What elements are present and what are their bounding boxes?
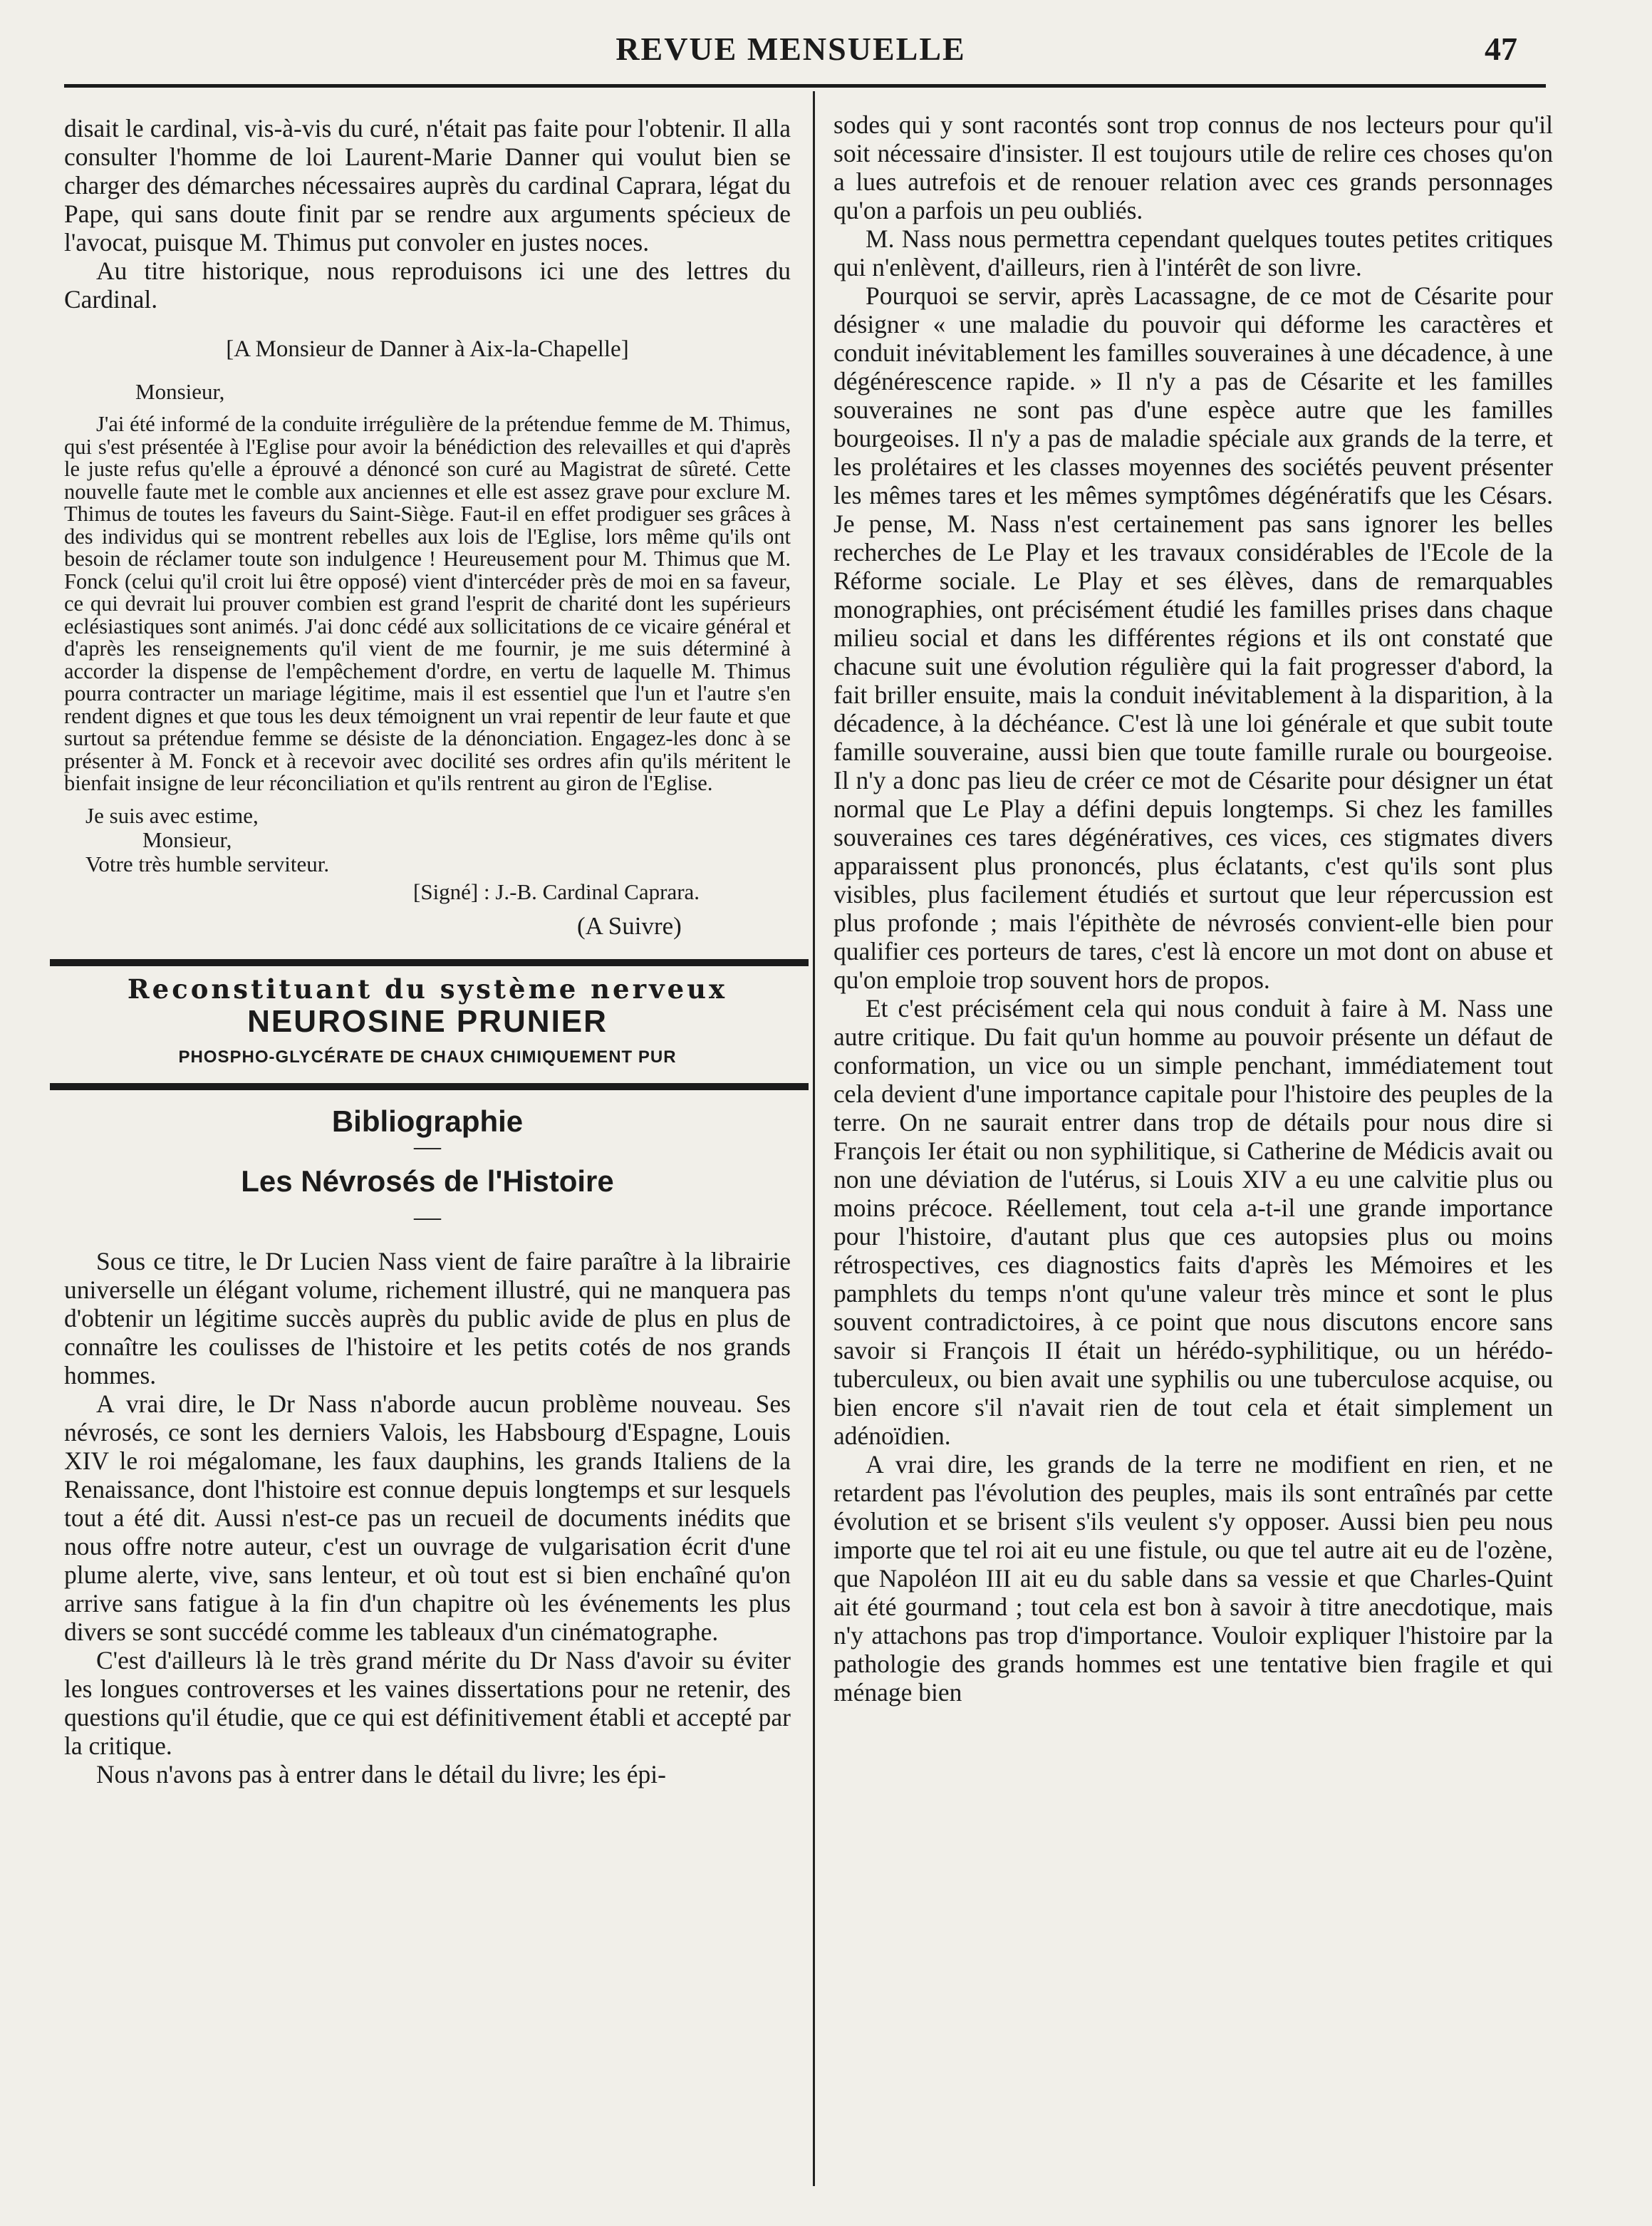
title-dash: — <box>414 1201 441 1232</box>
paragraph: Nous n'avons pas à entrer dans le détail du livre; les épi- <box>96 1759 666 1788</box>
running-title: REVUE MENSUELLE <box>615 31 966 67</box>
paragraph: C'est d'ailleurs là le très grand mérite du Dr Nass d'avoir su éviter les longues controverses et les vaines dissertations pour ne retenir, des questions qu'il étudie, que ce qui est définitivement établi et accepté par la critique. <box>64 1645 791 1760</box>
advert-product-name: NEUROSINE PRUNIER <box>247 1003 608 1039</box>
paragraph: sodes qui y sont racontés sont trop connus de nos lecteurs pour qu'il soit nécessaire d'insister. Il est toujours utile de relire ces choses qu'on a lues autrefois et de renouer relation avec ces grands personnages qu'on a parfois un peu oubliés. <box>833 110 1553 224</box>
section-title: Bibliographie <box>331 1104 524 1138</box>
paragraph: Sous ce titre, le Dr Lucien Nass vient de faire paraître à la librairie universelle un élégant volume, richement illustré, qui ne manquera pas d'obtenir un légitime succès auprès du public avide de plus en plus de connaître les coulisses de l'histoire et les petits cotés de nos grands hommes. <box>64 1246 791 1389</box>
letter-salutation: Monsieur, <box>135 379 225 404</box>
advert-rule-top <box>50 959 809 966</box>
article-title: Les Névrosés de l'Histoire <box>241 1164 614 1198</box>
paragraph: Pourquoi se servir, après Lacassagne, de ce mot de Césarite pour désigner « une maladie du pouvoir qui déforme les caractères et conduit inévitablement les familles souveraines à une décadence, à une dégénérescence rapide. » Il n'y a pas de Césarite et les familles souveraines ne sont pas d'une espèce autre que les familles bourgeoises. Il n'y a pas de maladie spéciale aux grands de la terre, et les prolétaires et les classes moyennes des sociétés peuvent présenter les mêmes tares et les mêmes symptômes dégénératifs que les Césars. Je pense, M. Nass n'est certainement pas sans ignorer les belles recherches de Le Play et les travaux considérables de l'Ecole de la Réforme sociale. Le Play et ses élèves, dans de remarquables monographies, ont précisément étudié les familles prises dans chaque milieu social et dans les différentes régions et ils ont constaté que chacune suit une évolution régulière qui la fait progresser d'abord, la fait briller ensuite, mais la conduit inévitablement à la disparition, à la décadence, à la déchéance. C'est là une loi générale et que subit toute famille souveraine, aussi bien que toute famille rurale ou bourgeoise. Il n'y a donc pas lieu de créer ce mot de Césarite pour désigner un état normal que Le Play a défini depuis longtemps. Si chez les familles souveraines ces tares dégénératives, ces vices, ces stigmates divers apparaissent plus prononcés, plus éclatants, c'est qu'ils sont plus visibles, plus facilement étudiés et surtout que leur répercussion est plus profonde ; mais l'épithète de névrosés convient-elle bien pour qualifier ces porteurs de tares, c'est là encore un mot dont on abuse et qu'on emploie trop souvent hors de propos. <box>833 281 1553 994</box>
title-dash: — <box>414 1131 441 1161</box>
paragraph: A vrai dire, le Dr Nass n'aborde aucun problème nouveau. Ses névrosés, ce sont les derniers Valois, les Habsbourg d'Espagne, Louis XIV le roi mégalomane, les faux dauphins, les grands Italiens de la Renaissance, dont l'histoire est connue depuis longtemps et sur lesquels tout a été dit. Aussi n'est-ce pas un recueil de documents inédits que nous offre notre auteur, c'est un ouvrage de vulgarisation écrit d'une plume alerte, vive, sans lenteur, et où tout est si bien enchaîné qu'on arrive sans fatigue à la fin d'un chapitre où les événements les plus divers se sont succédé comme les tableaux d'un cinématographe. <box>64 1389 791 1646</box>
paragraph: M. Nass nous permettra cependant quelques toutes petites critiques qui n'enlèvent, d'ailleurs, rien à l'intérêt de son livre. <box>833 224 1553 281</box>
letter-heading: [A Monsieur de Danner à Aix-la-Chapelle] <box>226 336 629 362</box>
paragraph: A vrai dire, les grands de la terre ne modifient en rien, et ne retardent pas l'évolution des peuples, mais ils sont entraînés par cette évolution et se brisent s'ils veulent s'y opposer. Aussi bien peu nous importe que tel roi ait eu une fistule, ou que tel autre ait eu de l'ozène, que Napoléon III ait eu du sable dans sa vessie et que Charles-Quint ait été gourmand ; tout cela est bon à savoir à titre anecdotique, mais n'y attachons pas trop d'importance. Vouloir expliquer l'histoire par la pathologie des grands hommes est une tentative bien fragile et qui ménage bien <box>833 1450 1553 1707</box>
paragraph: disait le cardinal, vis-à-vis du curé, n'était pas faite pour l'obtenir. Il alla consulter l'homme de loi Laurent-Marie Danner qui voulut bien se charger des démarches nécessaires auprès du cardinal Caprara, légat du Pape, qui sans doute finit par se rendre aux arguments spécieux de l'avocat, puisque M. Thimus put convoler en justes noces. <box>64 114 791 257</box>
letter-body: J'ai été informé de la conduite irrégulière de la prétendue femme de M. Thimus, qui s'est présentée à l'Eglise pour avoir la bénédiction des relevailles et qui d'après le juste refus qu'elle a éprouvé a dénoncé son curé au Magistrat de sûreté. Cette nouvelle faute met le comble aux anciennes et elle est assez grave pour exclure M. Thimus de toutes les faveurs du Saint-Siège. Faut-il en effet prodiguer ses grâces à des individus qui se montrent rebelles aux lois de l'Eglise, lors même qu'ils ont besoin de réclamer toute son indulgence ! Heureusement pour M. Thimus que M. Fonck (celui qu'il croit lui être opposé) vient d'intercéder près de moi en sa faveur, ce qui devrait lui prouver combien est grand l'esprit de charité dont les supérieurs eclésiastiques sont animés. J'ai donc cédé aux sollicitations de ce vicaire général et d'après les renseignements qu'il vient de me fournir, je me suis déterminé à accorder la dispense de l'empêchement d'ordre, en vertu de laquelle M. Thimus pourra contracter un mariage légitime, mais il est essentiel que l'un et l'autre s'en rendent dignes et que tous les deux témoignent un vrai repentir de leur faute et que surtout sa prétendue femme se désiste de la dénonciation. Engagez-les donc à se présenter à M. Fonck et à recevoir avec docilité ses ordres afin qu'ils méritent le bienfait insigne de leur réconciliation et qu'ils rentrent au giron de l'Eglise. <box>64 412 791 795</box>
page-number: 47 <box>1485 31 1517 67</box>
advert-rule-bottom <box>50 1083 809 1090</box>
column-divider <box>813 91 815 2186</box>
letter-closing: Monsieur, <box>142 827 232 852</box>
paragraph: Au titre historique, nous reproduisons ici une des lettres du Cardinal. <box>64 257 791 314</box>
left-column <box>64 114 791 1788</box>
letter-closing: Je suis avec estime, <box>85 802 259 828</box>
to-be-continued: (A Suivre) <box>577 911 682 940</box>
advert-description: PHOSPHO-GLYCÉRATE DE CHAUX CHIMIQUEMENT PUR <box>178 1047 677 1067</box>
header-rule <box>64 84 1546 88</box>
advertisement <box>64 975 791 1072</box>
letter-closing: Votre très humble serviteur. <box>85 851 330 876</box>
paragraph: Et c'est précisément cela qui nous conduit à faire à M. Nass une autre critique. Du fait qu'un homme au pouvoir présente un défaut de conformation, un vice ou un simple penchant, immédiatement tout cela devient d'une importance capitale pour l'histoire des peuples de la terre. On ne saurait entrer dans trop de détails pour nous dire si François Ier était ou non syphilitique, si Catherine de Médicis avait ou non une déviation de l'utérus, si Louis XIV a eu une calvitie plus ou moins précoce. Réellement, tout cela a-t-il une grande importance pour l'histoire, d'autant plus que ces autopsies plus ou moins rétrospectives, ces diagnostics faits d'après les Mémoires et les pamphlets du temps n'ont qu'une valeur très mince et sont le plus souvent contradictoires, à ce point que nous discutons encore sans savoir si François II était un hérédo-syphilitique, ou un hérédo-tuberculeux, ou bien avait une syphilis ou une tuberculose acquise, ou bien encore s'il n'avait rien de tout cela et était simplement un adénoïdien. <box>833 994 1553 1450</box>
right-column <box>833 110 1553 1707</box>
advert-tagline: Reconstituant du système nerveux <box>127 973 728 1005</box>
page-header <box>64 30 1517 73</box>
letter-signature: [Signé] : J.-B. Cardinal Caprara. <box>413 879 700 904</box>
